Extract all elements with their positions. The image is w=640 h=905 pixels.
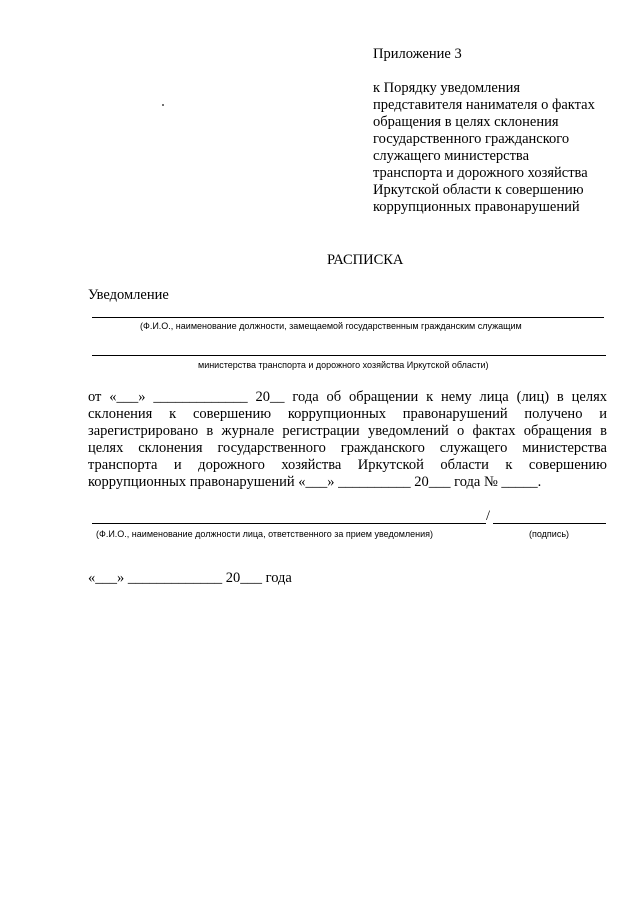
- fio-caption: (Ф.И.О., наименование должности, замещаемой государственным гражданским служащим: [140, 321, 522, 331]
- notice-label: Уведомление: [88, 287, 169, 303]
- appendix-line: Иркутской области к совершению: [373, 182, 584, 198]
- appendix-label: Приложение 3: [373, 46, 462, 62]
- ministry-caption: министерства транспорта и дорожного хозяйства Иркутской области): [198, 360, 489, 370]
- responsible-field-line[interactable]: [92, 523, 486, 524]
- date-line: «___» _____________ 20___ года: [88, 570, 292, 586]
- appendix-line: транспорта и дорожного хозяйства: [373, 165, 588, 181]
- stray-dot: [162, 104, 164, 106]
- appendix-line: служащего министерства: [373, 148, 530, 164]
- body-paragraph: [88, 389, 607, 491]
- ministry-field-line[interactable]: [92, 355, 606, 356]
- body-last-line: коррупционных правонарушений «___» __________ 20___ года № _____.: [88, 474, 542, 490]
- body-line: склонения к совершению коррупционных правонарушений получено и: [88, 406, 607, 422]
- body-line: от «___» _____________ 20__ года об обращении к нему лица (лиц) в целях: [88, 389, 607, 405]
- appendix-line: коррупционных правонарушений: [373, 199, 580, 215]
- appendix-line: представителя нанимателя о фактах: [373, 97, 595, 113]
- responsible-caption: (Ф.И.О., наименование должности лица, ответственного за прием уведомления): [96, 529, 434, 539]
- signature-field-line[interactable]: [493, 523, 606, 524]
- fio-field-line[interactable]: [92, 317, 604, 318]
- signature-separator: /: [486, 508, 491, 524]
- document-title: РАСПИСКА: [327, 252, 404, 268]
- appendix-line: к Порядку уведомления: [373, 80, 521, 96]
- appendix-description: [373, 80, 595, 216]
- body-line: транспорта и дорожного хозяйства Иркутской области к совершению: [88, 457, 607, 473]
- appendix-line: обращения в целях склонения: [373, 114, 559, 130]
- appendix-line: государственного гражданского: [373, 131, 570, 147]
- signature-caption: (подпись): [529, 529, 570, 539]
- body-line: зарегистрировано в журнале регистрации уведомлений о фактах обращения в: [88, 423, 607, 439]
- body-line: целях склонения государственного гражданского служащего министерства: [88, 440, 607, 456]
